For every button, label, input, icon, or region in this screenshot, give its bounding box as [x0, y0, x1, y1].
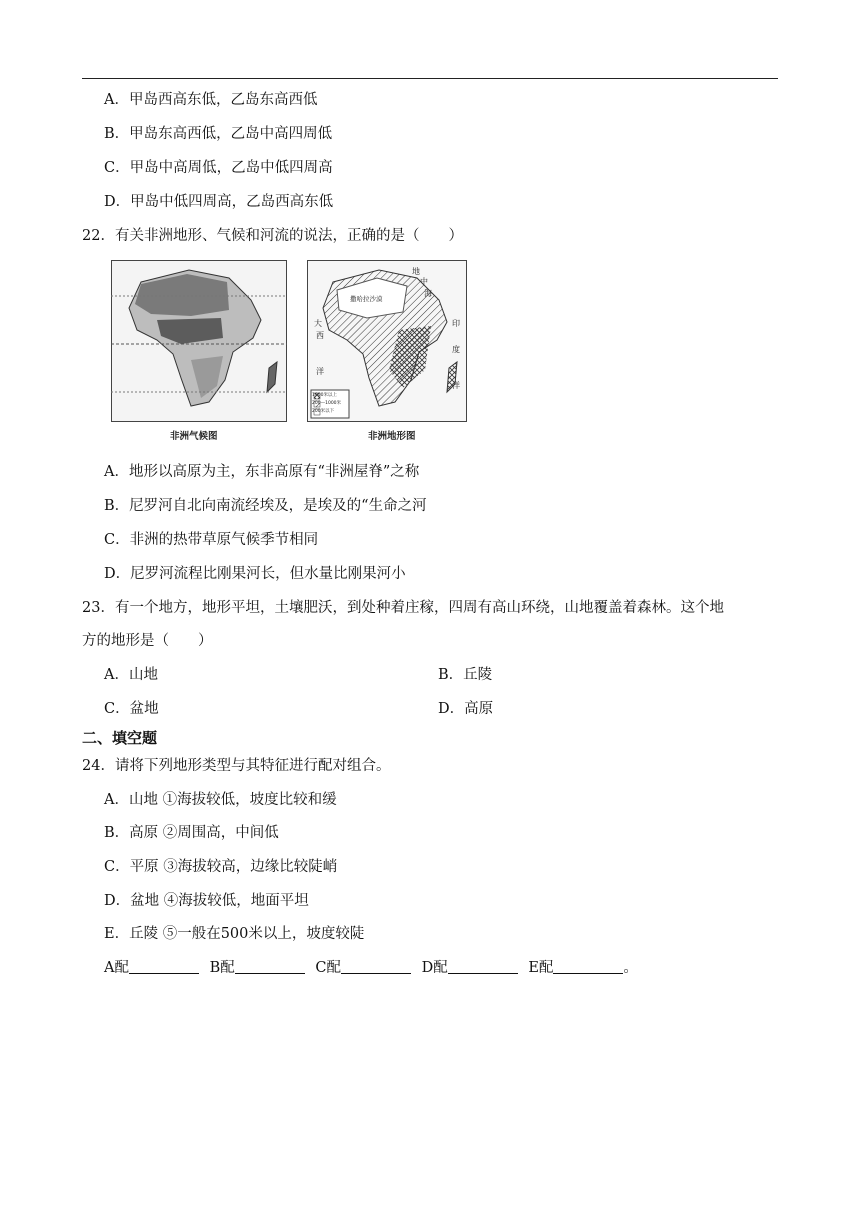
- answer-blank-e[interactable]: [553, 959, 623, 974]
- q24-pair-b: B．高原 ②周围高，中间低: [104, 825, 279, 841]
- q22-option-c[interactable]: C．非洲的热带草原气候季节相同: [104, 532, 319, 548]
- climate-map-caption: 非洲气候图: [170, 431, 218, 442]
- terrain-legend-high: 1000米以上: [312, 393, 337, 398]
- q24-pair-c: C．平原 ③海拔较高，边缘比较陡峭: [104, 859, 338, 875]
- q24-answer-row: [104, 958, 638, 978]
- map-label-di: 地: [412, 267, 420, 276]
- map-label-du: 度: [452, 345, 460, 354]
- answer-label-c: C配: [315, 960, 341, 976]
- answer-blank-a[interactable]: [129, 959, 199, 974]
- map-label-yang-atlantic: 洋: [316, 367, 324, 376]
- q24-pair-d: D．盆地 ④海拔较低，地面平坦: [104, 893, 309, 909]
- map-label-yin: 印: [452, 319, 460, 328]
- q23-stem-line2: 方的地形是（ ）: [82, 633, 213, 649]
- map-label-hai: 海: [424, 289, 432, 298]
- map-label-yang-indian: 洋: [452, 381, 460, 390]
- map-label-da: 大: [314, 319, 322, 328]
- q24-pair-e: E．丘陵 ⑤一般在500米以上，坡度较陡: [104, 926, 365, 942]
- q24-pair-a: A．山地 ①海拔较低，坡度比较和缓: [104, 792, 337, 808]
- answer-blank-c[interactable]: [341, 959, 411, 974]
- answer-label-d: D配: [421, 960, 448, 976]
- map-label-sahara: 撒哈拉沙漠: [350, 295, 383, 303]
- q21-option-a[interactable]: A．甲岛西高东低，乙岛东高西低: [104, 92, 318, 108]
- q23-option-c[interactable]: C．盆地: [104, 701, 159, 717]
- answer-label-b: B配: [209, 960, 235, 976]
- q22-option-d[interactable]: D．尼罗河流程比刚果河长，但水量比刚果河小: [104, 566, 406, 582]
- section-title: 二、填空题: [82, 729, 158, 747]
- terrain-map-caption: 非洲地形图: [368, 431, 416, 442]
- q21-option-b[interactable]: B．甲岛东高西低，乙岛中高四周低: [104, 126, 333, 142]
- q24-stem: 24．请将下列地形类型与其特征进行配对组合。: [82, 758, 391, 774]
- q21-option-d[interactable]: D．甲岛中低四周高，乙岛西高东低: [104, 194, 334, 210]
- answer-label-a: A配: [104, 960, 129, 976]
- terrain-legend-mid: 200—1000米: [312, 401, 342, 406]
- terrain-legend-low: 200米以下: [312, 409, 335, 414]
- end-mark: 。: [623, 960, 638, 976]
- q21-option-c[interactable]: C．甲岛中高周低，乙岛中低四周高: [104, 160, 333, 176]
- map-label-xi: 西: [316, 331, 324, 340]
- africa-climate-map: [111, 260, 287, 422]
- q22-option-a[interactable]: A．地形以高原为主，东非高原有“非洲屋脊”之称: [104, 464, 420, 480]
- answer-blank-d[interactable]: [448, 959, 518, 974]
- q22-stem: 22．有关非洲地形、气候和河流的说法，正确的是（ ）: [82, 228, 463, 244]
- q23-stem-line1: 23．有一个地方，地形平坦，土壤肥沃，到处种着庄稼，四周有高山环绕，山地覆盖着森林。这个地: [82, 600, 724, 616]
- q22-option-b[interactable]: B．尼罗河自北向南流经埃及，是埃及的“生命之河: [104, 498, 427, 514]
- map-label-zhong: 中: [420, 277, 428, 286]
- answer-blank-b[interactable]: [235, 959, 305, 974]
- q23-option-d[interactable]: D．高原: [438, 701, 494, 717]
- answer-label-e: E配: [528, 960, 554, 976]
- q23-option-b[interactable]: B．丘陵: [438, 667, 493, 683]
- header-rule: [82, 78, 778, 79]
- q23-option-a[interactable]: A．山地: [104, 667, 158, 683]
